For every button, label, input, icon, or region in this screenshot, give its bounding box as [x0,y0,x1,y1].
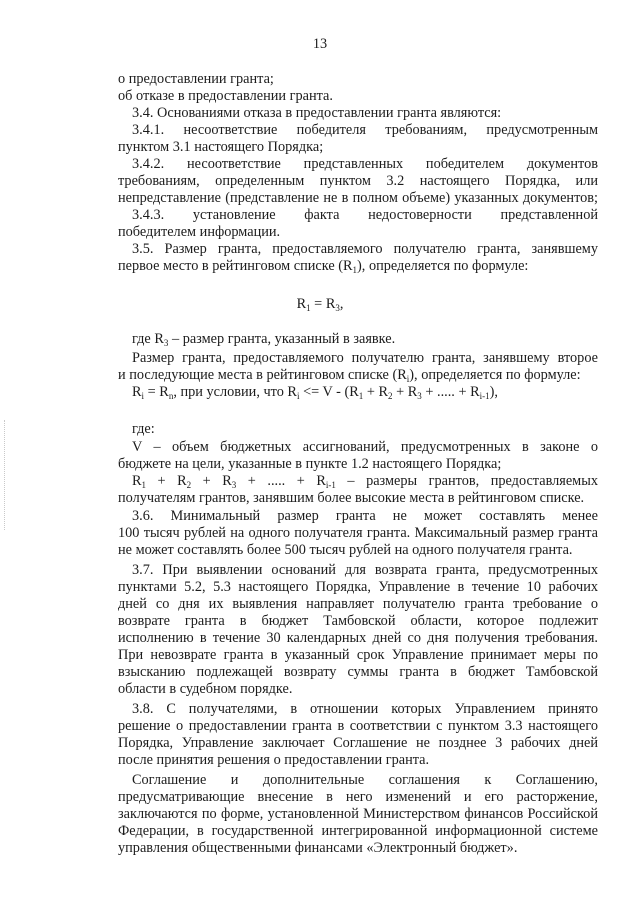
text-line: об отказе в предоставлении гранта. [118,88,333,104]
text-line: и последующие места в рейтинговом списке $(R_i)$, определяется по формуле: [118,367,581,384]
text-line: взысканию подлежащей возврату суммы гранта в бюджет Тамбовской [118,664,598,680]
text-line: 3.4. Основаниями отказа в предоставлении гранта являются: [132,105,502,121]
text-line: требованиям, определенным пунктом 3.2 настоящего Порядка, или [118,173,598,189]
text-line: предусматривающие внесение в него изменений и его расторжение, [118,789,598,805]
text-line: Соглашение и дополнительные соглашения к Соглашению, [132,772,598,788]
formula-line: $R_1 = R_3$, [296,296,344,313]
text-line: 3.4.2. несоответствие представленных победителем документов [132,156,598,172]
page-number: 13 [312,36,328,52]
text-line: заключаются по форме, установленной Министерством финансов Российской [118,806,598,822]
text-line: пунктом 3.1 настоящего Порядка; [118,139,324,155]
text-line: непредставление (представление не в полном объеме) указанных документов; [118,190,598,206]
text-line: победителем информации. [118,224,281,240]
text-line: первое место в рейтинговом списке $(R_1)$, определяется по формуле: [118,258,529,275]
text-line: исполнению в течение 30 календарных дней со дня получения требования. [118,630,598,646]
text-line: после принятия решения о предоставлении гранта. [118,752,430,768]
margin-mark [4,420,11,530]
text-line: где $R_3$ – размер гранта, указанный в заявке. [132,331,396,348]
text-line: о предоставлении гранта; [118,71,274,87]
text-line: $R_1 + R_2 + R_3$ + ..... + $R_{i-1}$ – размеры грантов, предоставляемых [132,473,598,490]
text-line: При невозврате гранта в указанный срок Управление принимает меры по [118,647,598,663]
text-line: 3.4.3. установление факта недостоверности представленной [132,207,598,223]
text-line: решение о предоставлении гранта в соответствии с пунктом 3.3 настоящего [118,718,598,734]
text-line: Размер гранта, предоставляемого получателю гранта, занявшему второе [132,350,598,366]
text-line: получателям грантов, занявшим более высокие места в рейтинговом списке. [118,490,585,506]
text-line: 3.5. Размер гранта, предоставляемого получателю гранта, занявшему [132,241,598,257]
text-line: где: [132,421,155,437]
text-line: дней со дня их выявления направляет получателю гранта требование о [118,596,598,612]
text-line: Порядка, Управление заключает Соглашение не позднее 3 рабочих дней [118,735,598,751]
text-line: 100 тысяч рублей на одного получателя гранта. Максимальный размер гранта [118,525,598,541]
text-line: не может составлять более 500 тысяч рублей на одного получателя гранта. [118,542,573,558]
text-line: $R_i = R_n$, при условии, что $R_i <= V - (R_1 + R_2 + R_3$ + ..... + $R_{i-1}$), [132,384,498,401]
text-line: возврате гранта в бюджет Тамбовской области, которое подлежит [118,613,598,629]
text-line: бюджете на цели, указанные в пункте 1.2 настоящего Порядка; [118,456,502,472]
text-line: 3.4.1. несоответствие победителя требованиям, предусмотренным [132,122,598,138]
text-line: 3.7. При выявлении оснований для возврата гранта, предусмотренных [132,562,598,578]
text-line: области в судебном порядке. [118,681,293,697]
text-line: пунктами 5.2, 5.3 настоящего Порядка, Управление в течение 10 рабочих [118,579,598,595]
text-line: Федерации, в государственной интегрированной информационной системе [118,823,598,839]
text-line: 3.6. Минимальный размер гранта не может составлять менее [132,508,598,524]
text-line: V – объем бюджетных ассигнований, предусмотренных в законе о [132,439,598,455]
text-line: управления общественными финансами «Электронный бюджет». [118,840,518,856]
text-line: 3.8. С получателями, в отношении которых Управлением принято [132,701,598,717]
